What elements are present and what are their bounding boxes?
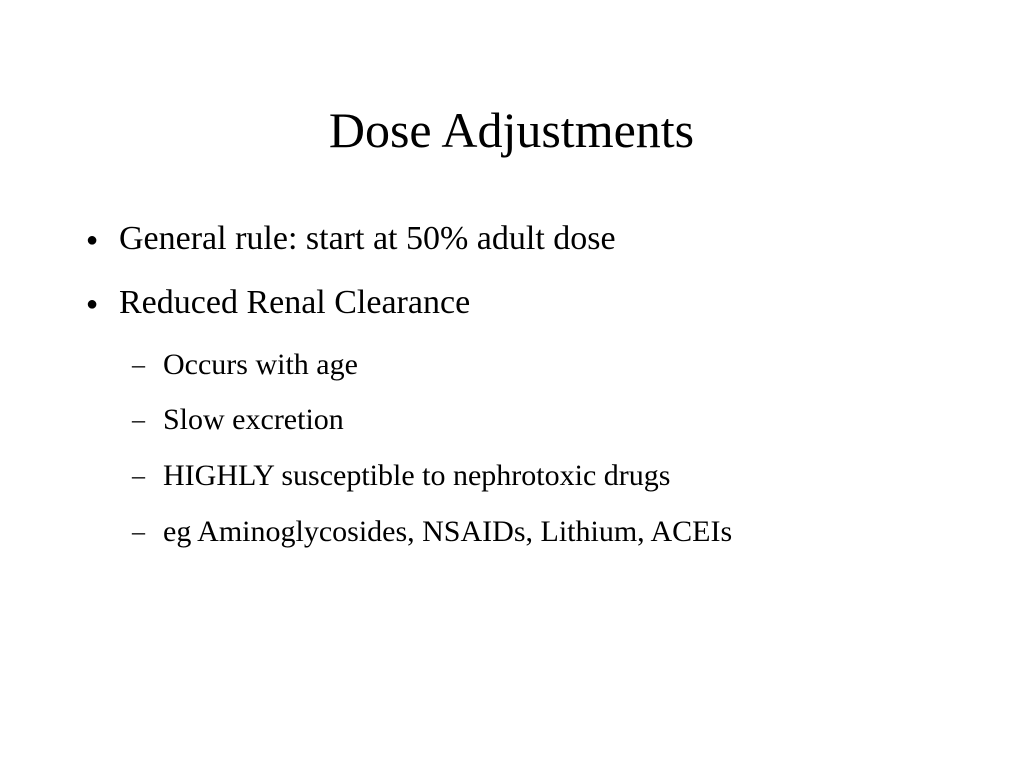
sub-bullet-text: HIGHLY susceptible to nephrotoxic drugs bbox=[163, 459, 671, 492]
dash-icon: – bbox=[132, 461, 145, 490]
slide-title: Dose Adjustments bbox=[328, 102, 695, 158]
bullet-dot-icon: ● bbox=[86, 293, 99, 315]
dash-icon: – bbox=[132, 405, 145, 434]
sub-bullet-text: Slow excretion bbox=[163, 403, 344, 436]
bullet-dot-icon: ● bbox=[86, 229, 99, 251]
sub-bullet-text: eg Aminoglycosides, NSAIDs, Lithium, ACEIs bbox=[163, 515, 733, 548]
bullet-text: General rule: start at 50% adult dose bbox=[119, 220, 616, 257]
dash-icon: – bbox=[132, 517, 145, 546]
sub-bullet-text: Occurs with age bbox=[163, 348, 358, 381]
dash-icon: – bbox=[132, 350, 145, 379]
bullet-text: Reduced Renal Clearance bbox=[119, 284, 471, 321]
